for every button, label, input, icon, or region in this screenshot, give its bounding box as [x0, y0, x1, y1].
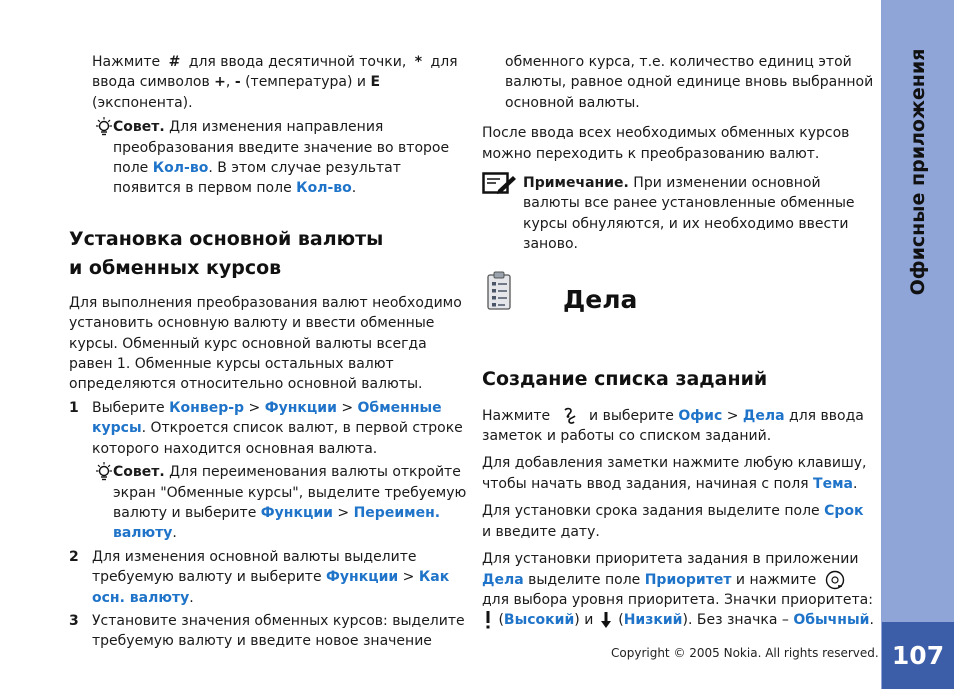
copyright: Copyright © 2005 Nokia. All rights reserved. — [611, 646, 879, 660]
field-link-subject: Тема — [813, 475, 853, 492]
step-1: 1 Выберите Конвер-р > Функции > Обменные курсы. Откроется список валют, в первой строке которого находится основная валюта. — [69, 399, 463, 457]
hash-key: # — [168, 54, 181, 70]
menu-link-quantity: Кол-во — [152, 160, 209, 177]
body-paragraph: Для установки приоритета задания в приложении Дела выделите поле Приоритет и нажмите для выбора уровня приоритета. Значки приоритета: (Высокий) и (Низкий). Без значка – Обычный. — [482, 551, 874, 629]
menu-link-quantity: Кол-во — [296, 180, 352, 197]
tip-label: Совет. — [113, 464, 165, 481]
menu-key-icon — [557, 407, 583, 425]
app-title-block — [482, 283, 877, 341]
navigation-key-icon — [824, 570, 846, 590]
body-paragraph: Нажмите и выберите Офис > Дела для ввода заметок и работы со списком заданий. — [482, 407, 864, 445]
section-heading: Создание списка заданий — [482, 367, 768, 390]
step-number: 2 — [69, 548, 79, 565]
lightbulb-icon — [95, 117, 113, 137]
menu-link-todo: Дела — [742, 407, 785, 424]
right-column — [482, 52, 877, 631]
priority-link-normal: Обычный — [793, 612, 870, 629]
intro-paragraph: Нажмите # для ввода десятичной точки, * для ввода символов +, - (температура) и E (экспонента). — [92, 54, 458, 111]
body-paragraph: Для установки срока задания выделите поле Срок и введите дату. — [482, 503, 864, 540]
menu-link-rename-currency: Переимен. валюту — [113, 504, 441, 542]
priority-link-high: Высокий — [503, 612, 575, 629]
note-box: Примечание. При изменении основной валюты все ранее установленные обменные курсы обнуляются, и их необходимо ввести заново. — [482, 173, 877, 255]
menu-link-functions: Функции — [264, 399, 337, 416]
tip-box: Совет. Для переименования валюты откройте экран "Обменные курсы", выделите требуемую валюту и выберите Функции > Переимен. валюту. — [69, 462, 469, 544]
left-column — [69, 52, 469, 652]
section-heading: Установка основной валюты и обменных курсов — [69, 227, 384, 279]
tip-label: Совет. — [113, 119, 165, 136]
menu-link-functions: Функции — [260, 504, 333, 521]
body-paragraph: Для добавления заметки нажмите любую клавишу, чтобы начать ввод задания, начиная с поля Тема. — [482, 455, 867, 492]
body-paragraph: Для выполнения преобразования валют необходимо установить основную валюту и ввести обменные курсы. Обменный курс основной валюты всегда равен 1. Обменные курсы остальных валют определяются относительно основной валюты. — [69, 294, 462, 393]
step-number: 1 — [69, 399, 79, 416]
page-number: 107 — [882, 622, 954, 689]
lightbulb-icon — [95, 462, 113, 482]
app-title: Дела — [563, 284, 638, 314]
body-paragraph: После ввода всех необходимых обменных курсов можно переходить к преобразованию валют. — [482, 125, 850, 162]
section-title: Офисные приложения — [906, 48, 929, 296]
menu-link-set-base-currency: Как осн. валюту — [92, 569, 450, 606]
field-link-priority: Приоритет — [644, 571, 732, 588]
step-3: 3 Установите значения обменных курсов: выделите требуемую валюту и введите новое значение — [69, 612, 465, 650]
step-2: 2 Для изменения основной валюты выделите требуемую валюту и выберите Функции > Как осн. валюту. — [69, 548, 450, 606]
field-link-due-date: Срок — [824, 503, 864, 520]
low-priority-icon — [600, 610, 612, 630]
step-3-continuation: обменного курса, т.е. количество единиц этой валюты, равное одной единице вновь выбранной основной валюты. — [505, 54, 874, 111]
notes-app-icon — [484, 269, 514, 313]
star-key: * — [414, 54, 423, 70]
step-number: 3 — [69, 612, 79, 629]
note-label: Примечание. — [523, 175, 629, 192]
note-icon — [482, 172, 518, 196]
menu-link-converter: Конвер-р — [169, 399, 245, 416]
menu-link-functions: Функции — [326, 569, 399, 586]
menu-link-exchange-rates: Обменные курсы — [92, 399, 442, 437]
tip-box: Совет. Для изменения направления преобразования введите значение во второе поле Кол-во. В этом случае результат появится в первом поле Кол-во. — [69, 117, 469, 199]
menu-link-office: Офис — [678, 407, 723, 424]
menu-link-todo: Дела — [482, 571, 524, 588]
priority-link-low: Низкий — [623, 612, 683, 629]
high-priority-icon — [484, 610, 492, 630]
